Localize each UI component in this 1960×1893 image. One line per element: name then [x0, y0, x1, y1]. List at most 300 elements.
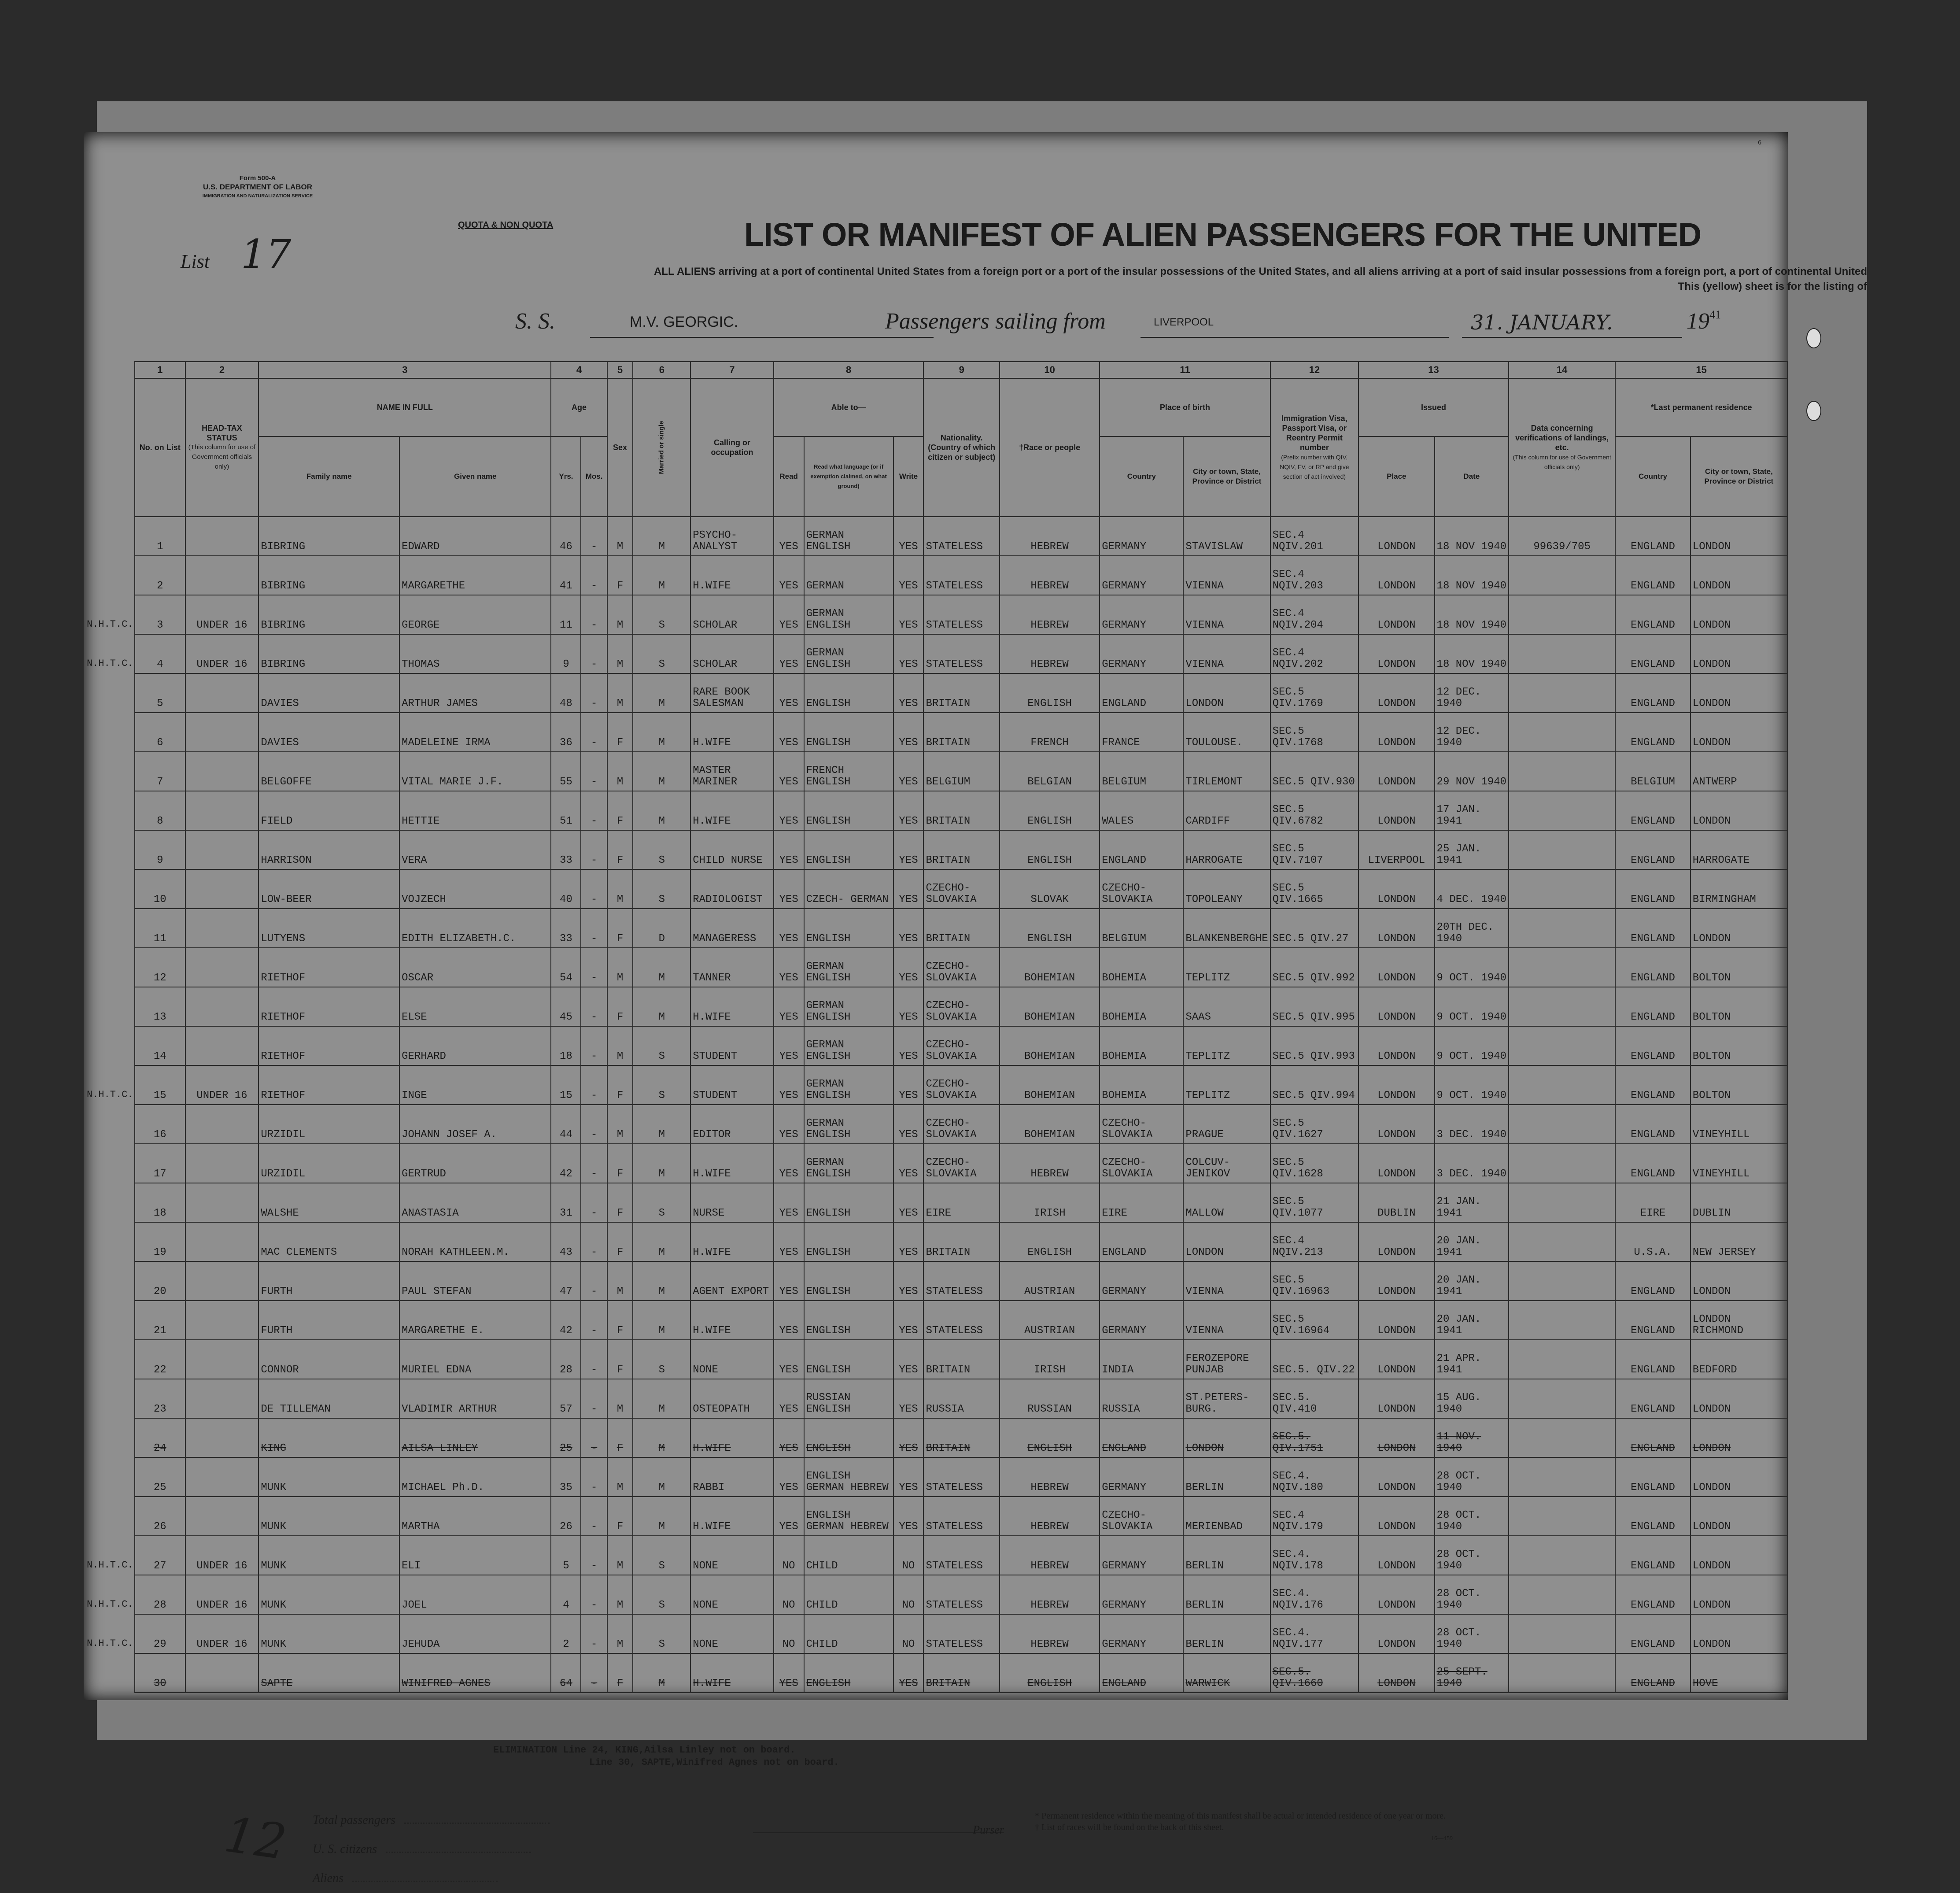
- issued-place: LONDON: [1358, 1457, 1435, 1497]
- visa-number: SEC.5. QIV.1751: [1270, 1418, 1358, 1457]
- binding-hole: [1806, 401, 1821, 421]
- birth-country: WALES: [1100, 791, 1183, 830]
- birth-country: ENGLAND: [1100, 673, 1183, 713]
- nationality: BRITAIN: [923, 909, 1000, 948]
- age-years: 42: [551, 1301, 581, 1340]
- residence-country: U.S.A.: [1615, 1222, 1691, 1261]
- residence-country: ENGLAND: [1615, 713, 1691, 752]
- can-read: YES: [774, 1497, 804, 1536]
- visa-number: SEC.4 NQIV.204: [1270, 595, 1358, 634]
- verification: [1509, 556, 1615, 595]
- verification: [1509, 1222, 1615, 1261]
- nationality: STATELESS: [923, 1457, 1000, 1497]
- residence-country: ENGLAND: [1615, 1261, 1691, 1301]
- family-name: MUNK: [258, 1536, 399, 1575]
- year: $19^{41}$: [1687, 308, 1721, 334]
- visa-number: SEC.5 QIV.993: [1270, 1026, 1358, 1065]
- birth-country: ENGLAND: [1100, 1222, 1183, 1261]
- residence-city: VINEYHILL: [1691, 1105, 1787, 1144]
- ss-label: S. S.: [515, 309, 555, 334]
- residence-country: ENGLAND: [1615, 830, 1691, 869]
- head-tax-status: UNDER 16: [185, 595, 259, 634]
- issued-place: LIVERPOOL: [1358, 830, 1435, 869]
- head-tax-status: [185, 1261, 259, 1301]
- age-years: 55: [551, 752, 581, 791]
- read-language: ENGLISH: [804, 1183, 893, 1222]
- sex: F: [607, 1183, 633, 1222]
- sex: M: [607, 1575, 633, 1614]
- table-row: [135, 1222, 1787, 1261]
- nationality: BRITAIN: [923, 791, 1000, 830]
- calling: H.WIFE: [690, 1144, 773, 1183]
- nationality: STATELESS: [923, 556, 1000, 595]
- birth-country: BOHEMIA: [1100, 948, 1183, 987]
- read-language: GERMAN ENGLISH: [804, 517, 893, 556]
- issued-place: LONDON: [1358, 1536, 1435, 1575]
- col-married: Married or single: [633, 378, 690, 517]
- residence-country: ENGLAND: [1615, 869, 1691, 909]
- family-name: MUNK: [258, 1497, 399, 1536]
- head-tax-status: [185, 869, 259, 909]
- given-name: JEHUDA: [399, 1614, 551, 1653]
- table-row: [135, 987, 1787, 1026]
- marital-status: M: [633, 713, 690, 752]
- can-write: YES: [893, 713, 924, 752]
- issued-date: 28 OCT. 1940: [1435, 1497, 1509, 1536]
- read-language: FRENCH ENGLISH: [804, 752, 893, 791]
- calling: EDITOR: [690, 1105, 773, 1144]
- issued-place: LONDON: [1358, 1222, 1435, 1261]
- age-years: 41: [551, 556, 581, 595]
- read-language: ENGLISH: [804, 1418, 893, 1457]
- family-name: FIELD: [258, 791, 399, 830]
- residence-city: LONDON: [1691, 1418, 1787, 1457]
- table-row: [135, 791, 1787, 830]
- head-tax-status: [185, 1222, 259, 1261]
- table-row: [135, 830, 1787, 869]
- verification: [1509, 1536, 1615, 1575]
- col-head-tax: HEAD-TAX STATUS (This column for use of Government officials only): [185, 378, 259, 517]
- birth-city: CARDIFF: [1183, 791, 1270, 830]
- family-name: DAVIES: [258, 713, 399, 752]
- corner-handwritten-mark: 12: [221, 1806, 290, 1871]
- can-read: YES: [774, 1340, 804, 1379]
- margin-note: N.H.T.C.: [87, 1599, 133, 1610]
- given-name: VERA: [399, 830, 551, 869]
- table-row: [135, 1065, 1787, 1105]
- can-read: NO: [774, 1575, 804, 1614]
- verification: [1509, 595, 1615, 634]
- age-months: -: [581, 1065, 607, 1105]
- age-months: -: [581, 1301, 607, 1340]
- can-read: YES: [774, 1183, 804, 1222]
- birth-country: GERMANY: [1100, 1261, 1183, 1301]
- read-language: CZECH- GERMAN: [804, 869, 893, 909]
- can-write: YES: [893, 909, 924, 948]
- head-tax-status: [185, 1183, 259, 1222]
- race: ENGLISH: [1000, 791, 1100, 830]
- residence-city: VINEYHILL: [1691, 1144, 1787, 1183]
- age-months: -: [581, 791, 607, 830]
- calling: RABBI: [690, 1457, 773, 1497]
- race: ENGLISH: [1000, 1418, 1100, 1457]
- residence-country: EIRE: [1615, 1183, 1691, 1222]
- age-months: -: [581, 556, 607, 595]
- table-row: [135, 634, 1787, 673]
- issued-place: LONDON: [1358, 1614, 1435, 1653]
- family-name: URZIDIL: [258, 1105, 399, 1144]
- residence-country: ENGLAND: [1615, 1614, 1691, 1653]
- birth-city: MALLOW: [1183, 1183, 1270, 1222]
- calling: NONE: [690, 1340, 773, 1379]
- marital-status: S: [633, 634, 690, 673]
- manifest-subtitle: ALL ALIENS arriving at a port of continental United States from a foreign port or a port of the insular possessions of the United States, and all aliens arriving at a port of said insular possessions from a foreign port, a port of continental United This (yellow) sheet is for the listing of: [653, 266, 1867, 292]
- visa-number: SEC.4 NQIV.203: [1270, 556, 1358, 595]
- residence-country: BELGIUM: [1615, 752, 1691, 791]
- residence-city: LONDON: [1691, 1575, 1787, 1614]
- birth-city: LONDON: [1183, 1222, 1270, 1261]
- given-name: INGE: [399, 1065, 551, 1105]
- visa-number: SEC.5 QIV.16964: [1270, 1301, 1358, 1340]
- marital-status: S: [633, 1614, 690, 1653]
- row-number: 10: [135, 869, 185, 909]
- given-name: VLADIMIR ARTHUR: [399, 1379, 551, 1418]
- verification: [1509, 1105, 1615, 1144]
- nationality: BELGIUM: [923, 752, 1000, 791]
- verification: [1509, 1418, 1615, 1457]
- read-language: GERMAN ENGLISH: [804, 634, 893, 673]
- sex: F: [607, 1301, 633, 1340]
- birth-city: TOPOLEANY: [1183, 869, 1270, 909]
- verification: [1509, 1575, 1615, 1614]
- port-underline: [1141, 337, 1449, 338]
- sex: F: [607, 1497, 633, 1536]
- issued-date: 28 OCT. 1940: [1435, 1457, 1509, 1497]
- head-tax-status: UNDER 16: [185, 1536, 259, 1575]
- sex: M: [607, 673, 633, 713]
- col-nationality: Nationality. (Country of which citizen or subject): [923, 378, 1000, 517]
- residence-country: ENGLAND: [1615, 1144, 1691, 1183]
- family-name: DE TILLEMAN: [258, 1379, 399, 1418]
- row-number: 1: [135, 517, 185, 556]
- age-months: -: [581, 987, 607, 1026]
- verification: [1509, 1301, 1615, 1340]
- birth-city: VIENNA: [1183, 634, 1270, 673]
- visa-number: SEC.5 QIV.930: [1270, 752, 1358, 791]
- visa-number: SEC.5 QIV.6782: [1270, 791, 1358, 830]
- given-name: OSCAR: [399, 948, 551, 987]
- given-name: MICHAEL Ph.D.: [399, 1457, 551, 1497]
- table-row: [135, 869, 1787, 909]
- row-number: 11: [135, 909, 185, 948]
- nationality: BRITAIN: [923, 713, 1000, 752]
- can-read: YES: [774, 713, 804, 752]
- nationality: BRITAIN: [923, 1222, 1000, 1261]
- issued-date: 3 DEC. 1940: [1435, 1144, 1509, 1183]
- sex: M: [607, 634, 633, 673]
- age-months: -: [581, 752, 607, 791]
- can-write: YES: [893, 1261, 924, 1301]
- marital-status: M: [633, 1222, 690, 1261]
- read-language: GERMAN ENGLISH: [804, 1065, 893, 1105]
- birth-country: CZECHO- SLOVAKIA: [1100, 1105, 1183, 1144]
- read-language: GERMAN ENGLISH: [804, 1105, 893, 1144]
- list-label: List 17: [181, 231, 292, 277]
- residence-country: ENGLAND: [1615, 1457, 1691, 1497]
- age-years: 36: [551, 713, 581, 752]
- header-row-1: [135, 378, 1787, 436]
- issued-date: 25 SEPT. 1940: [1435, 1653, 1509, 1693]
- issued-place: LONDON: [1358, 909, 1435, 948]
- age-months: -: [581, 1575, 607, 1614]
- birth-country: GERMANY: [1100, 1457, 1183, 1497]
- verification: [1509, 987, 1615, 1026]
- nationality: BRITAIN: [923, 830, 1000, 869]
- head-tax-status: [185, 752, 259, 791]
- row-number: 9: [135, 830, 185, 869]
- total-passengers: Total passengers: [313, 1806, 550, 1835]
- sex: F: [607, 909, 633, 948]
- residence-city: BEDFORD: [1691, 1340, 1787, 1379]
- birth-city: TEPLITZ: [1183, 1065, 1270, 1105]
- issued-place: LONDON: [1358, 1026, 1435, 1065]
- can-write: YES: [893, 1144, 924, 1183]
- age-years: 5: [551, 1536, 581, 1575]
- calling: MANAGERESS: [690, 909, 773, 948]
- given-name: ARTHUR JAMES: [399, 673, 551, 713]
- nationality: STATELESS: [923, 1536, 1000, 1575]
- issued-date: 28 OCT. 1940: [1435, 1536, 1509, 1575]
- head-tax-status: [185, 948, 259, 987]
- birth-city: PRAGUE: [1183, 1105, 1270, 1144]
- birth-city: VIENNA: [1183, 1261, 1270, 1301]
- family-name: WALSHE: [258, 1183, 399, 1222]
- marital-status: M: [633, 517, 690, 556]
- head-tax-status: [185, 556, 259, 595]
- age-months: -: [581, 634, 607, 673]
- marital-status: M: [633, 987, 690, 1026]
- birth-city: SAAS: [1183, 987, 1270, 1026]
- can-read: YES: [774, 1418, 804, 1457]
- birth-country: BOHEMIA: [1100, 1026, 1183, 1065]
- head-tax-status: [185, 1340, 259, 1379]
- head-tax-status: [185, 909, 259, 948]
- can-write: YES: [893, 1457, 924, 1497]
- age-years: 25: [551, 1418, 581, 1457]
- issued-date: 20 JAN. 1941: [1435, 1222, 1509, 1261]
- row-number: 25: [135, 1457, 185, 1497]
- calling: CHILD NURSE: [690, 830, 773, 869]
- nationality: STATELESS: [923, 634, 1000, 673]
- family-name: LUTYENS: [258, 909, 399, 948]
- given-name: GERTRUD: [399, 1144, 551, 1183]
- issued-date: 9 OCT. 1940: [1435, 1026, 1509, 1065]
- row-number: 6: [135, 713, 185, 752]
- can-write: YES: [893, 1026, 924, 1065]
- table-row: [135, 1183, 1787, 1222]
- can-write: YES: [893, 1379, 924, 1418]
- row-number: 16: [135, 1105, 185, 1144]
- birth-country: GERMANY: [1100, 595, 1183, 634]
- head-tax-status: [185, 987, 259, 1026]
- verification: [1509, 791, 1615, 830]
- birth-city: BERLIN: [1183, 1575, 1270, 1614]
- residence-city: LONDON: [1691, 713, 1787, 752]
- issued-date: 21 APR. 1941: [1435, 1340, 1509, 1379]
- residence-country: ENGLAND: [1615, 1575, 1691, 1614]
- residence-city: LONDON: [1691, 673, 1787, 713]
- given-name: MARTHA: [399, 1497, 551, 1536]
- col-able-to: Able to—: [774, 378, 924, 436]
- given-name: EDITH ELIZABETH.C.: [399, 909, 551, 948]
- visa-number: SEC.5 QIV.1077: [1270, 1183, 1358, 1222]
- family-name: BIBRING: [258, 634, 399, 673]
- table-row: [135, 1536, 1787, 1575]
- issued-date: 18 NOV 1940: [1435, 595, 1509, 634]
- birth-city: BERLIN: [1183, 1536, 1270, 1575]
- manifest-table: [87, 361, 1788, 1693]
- issued-place: LONDON: [1358, 948, 1435, 987]
- age-years: 44: [551, 1105, 581, 1144]
- residence-country: ENGLAND: [1615, 1105, 1691, 1144]
- given-name: MARGARETHE: [399, 556, 551, 595]
- sex: F: [607, 713, 633, 752]
- visa-number: SEC.5 QIV.1665: [1270, 869, 1358, 909]
- age-years: 4: [551, 1575, 581, 1614]
- can-write: YES: [893, 673, 924, 713]
- head-tax-status: UNDER 16: [185, 634, 259, 673]
- head-tax-status: [185, 1301, 259, 1340]
- issued-date: 18 NOV 1940: [1435, 556, 1509, 595]
- calling: RADIOLOGIST: [690, 869, 773, 909]
- nationality: STATELESS: [923, 1301, 1000, 1340]
- sailing-date: 31. JANUARY.: [1471, 311, 1613, 334]
- age-months: -: [581, 1614, 607, 1653]
- table-row: [135, 595, 1787, 634]
- row-number: 30: [135, 1653, 185, 1693]
- row-number: 26: [135, 1497, 185, 1536]
- race: FRENCH: [1000, 713, 1100, 752]
- birth-city: BERLIN: [1183, 1457, 1270, 1497]
- calling: H.WIFE: [690, 713, 773, 752]
- nationality: CZECHO- SLOVAKIA: [923, 987, 1000, 1026]
- visa-number: SEC.4 NQIV.202: [1270, 634, 1358, 673]
- race: HEBREW: [1000, 1575, 1100, 1614]
- birth-city: BLANKENBERGHE: [1183, 909, 1270, 948]
- given-name: PAUL STEFAN: [399, 1261, 551, 1301]
- table-row: [135, 1497, 1787, 1536]
- sex: F: [607, 556, 633, 595]
- col-name-in-full: NAME IN FULL: [258, 378, 551, 436]
- nationality: RUSSIA: [923, 1379, 1000, 1418]
- age-years: 46: [551, 517, 581, 556]
- age-months: -: [581, 1418, 607, 1457]
- nationality: STATELESS: [923, 1575, 1000, 1614]
- age-years: 26: [551, 1497, 581, 1536]
- marital-status: S: [633, 1065, 690, 1105]
- residence-country: ENGLAND: [1615, 1026, 1691, 1065]
- birth-city: VIENNA: [1183, 556, 1270, 595]
- issued-place: LONDON: [1358, 634, 1435, 673]
- can-read: YES: [774, 791, 804, 830]
- col-landings: Data concerning verifications of landings, etc. (This column for use of Government officials only): [1509, 378, 1615, 517]
- read-language: GERMAN ENGLISH: [804, 1144, 893, 1183]
- residence-city: LONDON: [1691, 1379, 1787, 1418]
- can-read: YES: [774, 1026, 804, 1065]
- verification: [1509, 1183, 1615, 1222]
- marital-status: S: [633, 830, 690, 869]
- verification: [1509, 948, 1615, 987]
- birth-city: FEROZEPORE PUNJAB: [1183, 1340, 1270, 1379]
- read-language: ENGLISH: [804, 1261, 893, 1301]
- can-write: YES: [893, 1105, 924, 1144]
- issued-place: LONDON: [1358, 517, 1435, 556]
- residence-country: ENGLAND: [1615, 634, 1691, 673]
- read-language: ENGLISH: [804, 830, 893, 869]
- marital-status: M: [633, 556, 690, 595]
- issued-place: LONDON: [1358, 752, 1435, 791]
- birth-country: ENGLAND: [1100, 1653, 1183, 1693]
- can-write: YES: [893, 1497, 924, 1536]
- issued-place: LONDON: [1358, 1261, 1435, 1301]
- nationality: CZECHO- SLOVAKIA: [923, 948, 1000, 987]
- table-row: [135, 1144, 1787, 1183]
- residence-city: BOLTON: [1691, 948, 1787, 987]
- table-row: [135, 1457, 1787, 1497]
- issued-date: 9 OCT. 1940: [1435, 1065, 1509, 1105]
- birth-country: BELGIUM: [1100, 752, 1183, 791]
- calling: H.WIFE: [690, 1497, 773, 1536]
- visa-number: SEC.5 QIV.994: [1270, 1065, 1358, 1105]
- table-row: [135, 556, 1787, 595]
- birth-city: WARWICK: [1183, 1653, 1270, 1693]
- race: IRISH: [1000, 1340, 1100, 1379]
- head-tax-status: [185, 1379, 259, 1418]
- sex: M: [607, 595, 633, 634]
- head-tax-status: [185, 791, 259, 830]
- sex: M: [607, 517, 633, 556]
- form-meta: [174, 174, 341, 200]
- residence-city: BOLTON: [1691, 1026, 1787, 1065]
- residence-city: LONDON: [1691, 1261, 1787, 1301]
- head-tax-status: [185, 673, 259, 713]
- race: RUSSIAN: [1000, 1379, 1100, 1418]
- issued-date: 4 DEC. 1940: [1435, 869, 1509, 909]
- issued-date: 11 NOV. 1940: [1435, 1418, 1509, 1457]
- residence-city: LONDON: [1691, 556, 1787, 595]
- col-age: Age: [551, 378, 607, 436]
- row-number: N.H.T.C. 3: [135, 595, 185, 634]
- visa-number: SEC.5. QIV.22: [1270, 1340, 1358, 1379]
- race: HEBREW: [1000, 556, 1100, 595]
- race: BOHEMIAN: [1000, 1065, 1100, 1105]
- race: HEBREW: [1000, 1614, 1100, 1653]
- col-no-on-list: No. on List: [135, 378, 185, 517]
- port: LIVERPOOL: [1154, 316, 1214, 328]
- age-years: 54: [551, 948, 581, 987]
- race: ENGLISH: [1000, 1653, 1100, 1693]
- given-name: VOJZECH: [399, 869, 551, 909]
- age-years: 15: [551, 1065, 581, 1105]
- residence-country: ENGLAND: [1615, 1497, 1691, 1536]
- marital-status: M: [633, 1418, 690, 1457]
- given-name: EDWARD: [399, 517, 551, 556]
- can-write: YES: [893, 752, 924, 791]
- marital-status: M: [633, 1144, 690, 1183]
- family-name: BIBRING: [258, 556, 399, 595]
- row-number: 20: [135, 1261, 185, 1301]
- sex: F: [607, 1144, 633, 1183]
